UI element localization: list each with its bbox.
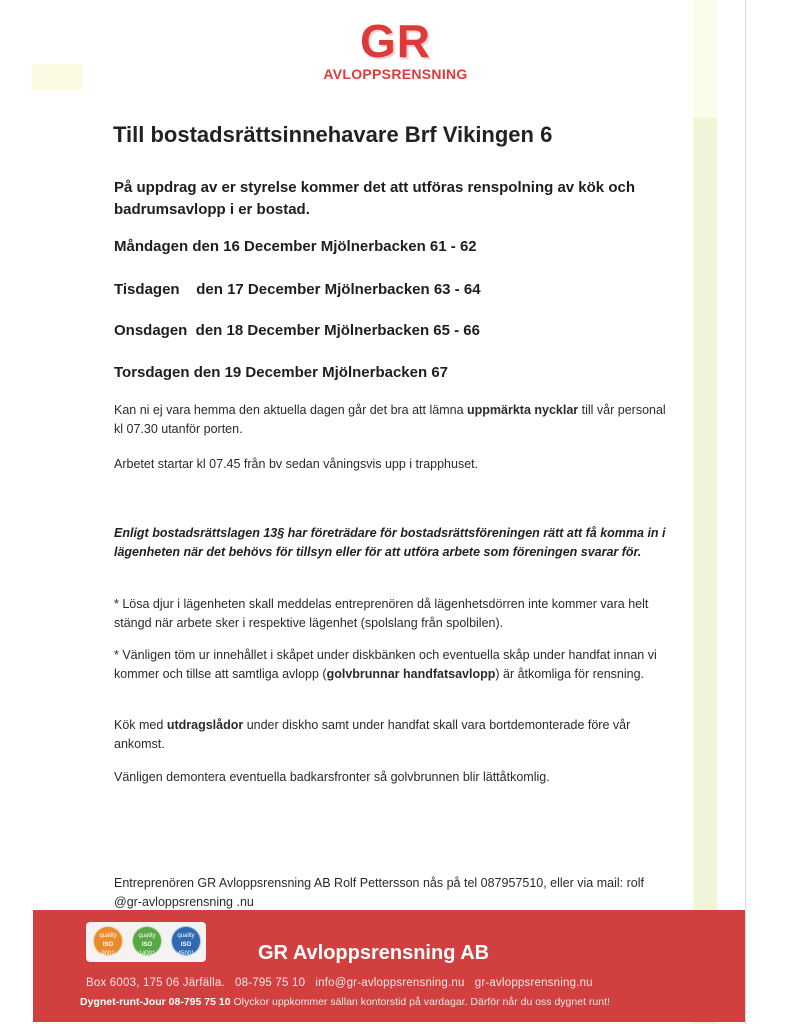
schedule-item-thursday: Torsdagen den 19 December Mjölnerbacken 67 bbox=[114, 364, 449, 381]
scan-strip bbox=[693, 0, 717, 1024]
empty-cabinets-paragraph: * Vänligen töm ur innehållet i skåpet under diskbänken och eventuella skåp under handfat innan vi kommer och tillse att samtliga avlopp (golvbrunnar handfatsavlopp) är åtkomliga för rensning. bbox=[114, 648, 657, 681]
intro-paragraph: På uppdrag av er styrelse kommer det att utföras renspolning av kök och badrumsavlopp i er bostad. bbox=[114, 179, 635, 218]
start-time-paragraph: Arbetet startar kl 07.45 från bv sedan våningsvis upp i trapphuset. bbox=[114, 457, 479, 471]
keys-paragraph: Kan ni ej vara hemma den aktuella dagen går det bra att lämna uppmärkta nycklar till vår personal kl 07.30 utanför porten. bbox=[114, 403, 666, 436]
iso-9001-badge-icon: quality ISO 9001 bbox=[93, 926, 123, 956]
footer-jour-text: Olyckor uppkommer sällan kontorstid på vardagar. Därför når du oss dygnet runt! bbox=[230, 996, 610, 1008]
footer-jour-line bbox=[80, 996, 700, 1008]
page-edge bbox=[745, 0, 746, 1024]
pets-paragraph: * Lösa djur i lägenheten skall meddelas entreprenören då lägenhetsdörren inte kommer vara helt stängd när arbete sker i respektive lägenhet (spolslang från spolbilen). bbox=[114, 597, 649, 630]
schedule-item-wednesday: Onsdagen den 18 December Mjölnerbacken 65 - 66 bbox=[114, 322, 480, 339]
footer-jour-label: Dygnet-runt-Jour 08-795 75 10 bbox=[80, 996, 231, 1008]
page-title: Till bostadsrättsinnehavare Brf Vikingen 6 bbox=[113, 122, 553, 147]
schedule-item-tuesday: Tisdagen den 17 December Mjölnerbacken 63 - 64 bbox=[114, 281, 481, 298]
iso-45001-badge-icon: quality ISO 45001 bbox=[171, 926, 201, 956]
iso-14001-badge-icon: quality ISO 14001 bbox=[132, 926, 162, 956]
bathtub-paragraph: Vänligen demontera eventuella badkarsfronter så golvbrunnen blir lättåtkomlig. bbox=[114, 770, 550, 784]
company-logo-mark: GR bbox=[360, 15, 431, 67]
contact-paragraph: Entreprenören GR Avloppsrensning AB Rolf Pettersson nås på tel 087957510, eller via mail: rolf @gr-avloppsrensning .nu bbox=[114, 876, 644, 909]
drawers-paragraph: Kök med utdragslådor under diskho samt under handfat skall vara bortdemonterade före vår ankomst. bbox=[114, 718, 631, 751]
footer-company-name: GR Avloppsrensning AB bbox=[258, 942, 490, 964]
law-paragraph: Enligt bostadsrättslagen 13§ har företrädare för bostadsrättsföreningen rätt att få komma in i lägenheten när det behövs för tillsyn eller för att utföra arbete som föreningen svarar för. bbox=[114, 526, 666, 559]
footer-address-line: Box 6003, 175 06 Järfälla. 08-795 75 10 info@gr-avloppsrensning.nu gr-avloppsrensning.nu bbox=[86, 977, 593, 989]
company-logo-subtitle: AVLOPPSRENSNING bbox=[323, 66, 468, 82]
schedule-item-monday: Måndagen den 16 December Mjölnerbacken 61 - 62 bbox=[114, 238, 477, 255]
